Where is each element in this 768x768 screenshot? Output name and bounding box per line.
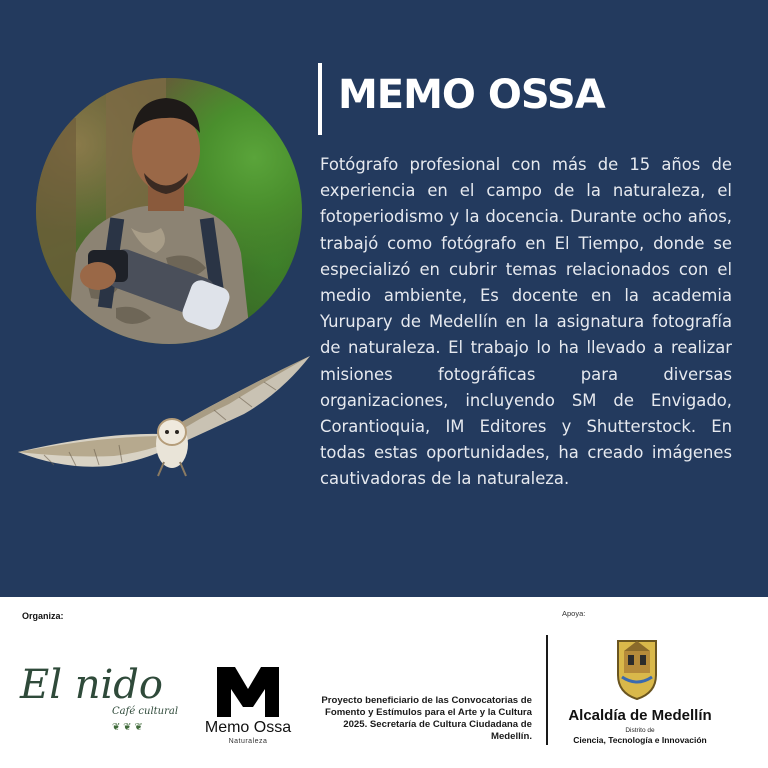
sponsors-footer xyxy=(0,597,768,768)
leaves-icon: ❦ ❦ ❦ xyxy=(112,722,143,733)
barn-owl-illustration xyxy=(14,352,314,482)
apoya-label: Apoya: xyxy=(562,609,586,618)
photographer-illustration xyxy=(36,78,302,344)
organiza-label: Organiza: xyxy=(22,611,64,621)
footer-divider xyxy=(546,635,548,745)
memo-ossa-subtitle: Naturaleza xyxy=(228,738,268,745)
profile-name: MEMO OSSA xyxy=(338,72,605,118)
medellin-shield-icon xyxy=(614,637,660,701)
alcaldia-distrito: Distrito de xyxy=(625,727,655,734)
profile-bio: Fotógrafo profesional con más de 15 años de experiencia en el campo de la naturaleza, el fotoperiodismo y la docencia. Durante ocho años, trabajó como fotógrafo en El Tiempo, donde se especializó en cubrir temas relacionados con el medio ambiente, Es docente en la academia Yurupary de Medellín en la asignatura fotografía de naturaleza. El trabajo lo ha llevado a realizar misiones fotográficas para diversas organizaciones, incluyendo SM de Envigado, Corantioquia, IM Editores y Shutterstock. En todas estas oportunidades, ha creado imágenes cautivadoras de la naturaleza. xyxy=(320,155,732,489)
alcaldia-title: Alcaldía de Medellín xyxy=(568,707,712,724)
el-nido-script: El nido xyxy=(20,662,163,708)
alcaldia-subtitle: Ciencia, Tecnología e Innovación xyxy=(573,735,707,745)
memo-ossa-logo xyxy=(194,667,304,749)
project-credit-text: Proyecto beneficiario de las Convocatorias de Fomento y Estímulos para el Arte y la Cultura 2025. Secretaría de Cultura Ciudadana de Medellín. xyxy=(321,695,532,742)
memo-m-icon xyxy=(217,667,279,717)
portrait-photo xyxy=(36,78,302,344)
el-nido-logo xyxy=(20,660,180,740)
el-nido-subtitle: Café cultural xyxy=(112,706,179,717)
memo-ossa-name: Memo Ossa xyxy=(204,719,292,736)
title-accent-bar xyxy=(318,63,322,135)
